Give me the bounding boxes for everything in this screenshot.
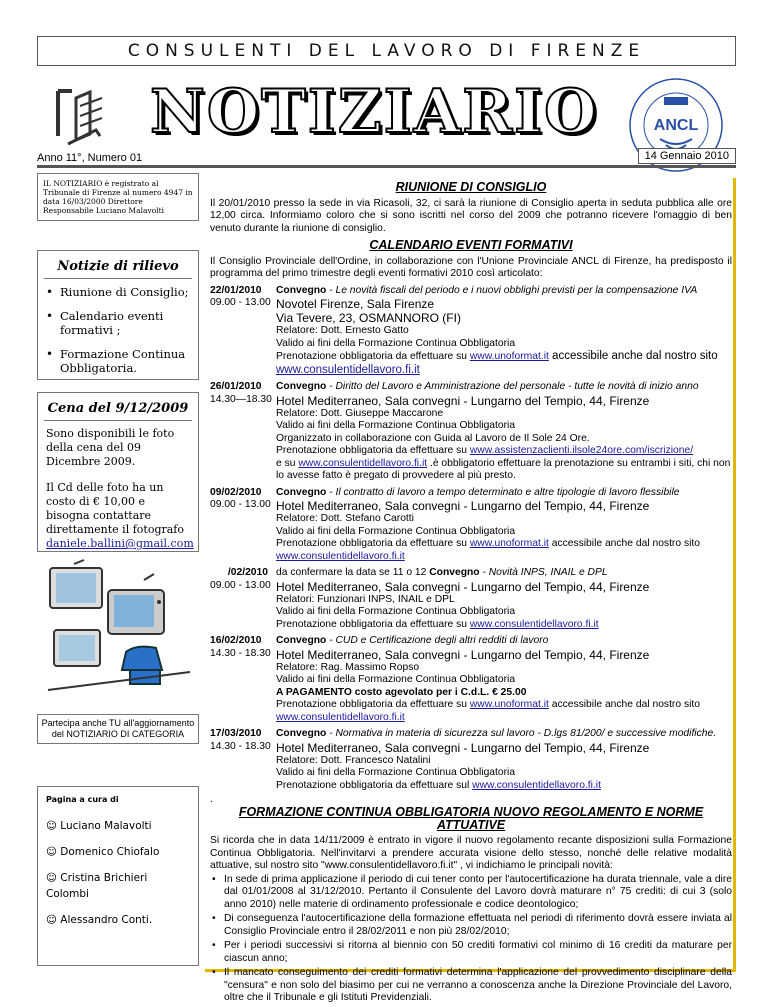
event-date-note: da confermare la data se 11 o 12 [276, 567, 430, 578]
event-booking-text: Prenotazione obbligatoria da effettuare sul [276, 779, 473, 791]
event-type: Convegno [276, 284, 327, 296]
event-venue-address: Via Tevere, 23, OSMANNORO (FI) [276, 311, 461, 325]
event-item [210, 487, 732, 564]
event-topic: - Le novità fiscali del periodo e i nuovi obblighi previsti per la compensazione IVA [326, 284, 698, 296]
event-booking-text: accessibile anche dal nostro sito [548, 350, 718, 362]
calendario-intro: Il Consiglio Provinciale dell'Ordine, in collaborazione con l'Unione Provinciale ANCL di Firenze, ha predisposto il programma del primo trimestre degli eventi formativi 2010 così articolato: [210, 255, 732, 279]
event-booking-text: Prenotazione obbligatoria da effettuare su [276, 618, 470, 630]
highlights-box [37, 250, 199, 380]
highlight-item: • Calendario eventi formativi ; [46, 309, 190, 337]
credit-person: ☺ Alessandro Conti. [46, 914, 153, 926]
highlight-item: • Riunione di Consiglio; [46, 285, 190, 299]
formazione-title: FORMAZIONE CONTINUA OBBLIGATORIA NUOVO REGOLAMENTO E NORME ATTUATIVE [238, 805, 704, 832]
list-item: • In sede di prima applicazione il periodo di cui tener conto per l'autocertificazione ha durata triennale, vale a dire dal 01/01/2008 al 31/12/2010. Pertanto il Consulente del Lavoro dovrà maturare n° 75 crediti: di cui 3 (solo anno 2010) nelle materie di ordinamento professionale e codice deontologico; [210, 874, 732, 912]
event-time: 14.30 - 18.30 [210, 647, 271, 659]
consulenti-link[interactable]: www.consulentidellavoro.fi.it [276, 550, 405, 562]
credit-person: ☺ Domenico Chiofalo [46, 846, 160, 858]
newsletter-title: NOTIZIARIO [150, 77, 599, 147]
event-organization: Organizzato in collaborazione con Guida al Lavoro de Il Sole 24 Ore. [276, 432, 590, 444]
registration-note: IL NOTIZIARIO è registrato al Tribunale di Firenze al numero 4947 in data 16/03/2000 Direttore Responsabile Luciano Malavolti [37, 173, 199, 221]
event-speaker: Relatori: Funzionari INPS, INAIL e DPL [276, 593, 455, 605]
cdl-logo-icon [50, 86, 120, 146]
sole24ore-link[interactable]: www.assistenzaclienti.ilsole24ore.com/iscrizione/ [469, 445, 694, 456]
event-type: Convegno [276, 381, 327, 392]
unoformat-link[interactable]: www.unoformat.it [469, 351, 549, 362]
event-topic: - Il contratto di lavoro a tempo determinato e altre tipologie di lavoro flessibile [326, 486, 680, 498]
event-validity: Valido ai fini della Formazione Continua Obbligatoria [276, 337, 516, 349]
calendario-title: CALENDARIO EVENTI FORMATIVI [369, 238, 573, 252]
event-venue: Novotel Firenze, Sala Firenze [276, 297, 435, 311]
event-item [210, 635, 732, 724]
main-content [210, 178, 732, 1007]
event-date: 26/01/2010 [210, 381, 262, 392]
separator-dot: . [210, 794, 213, 805]
event-type: Convegno [276, 635, 327, 646]
event-time: 09.00 - 13.00 [210, 297, 271, 308]
event-item [210, 567, 732, 631]
consulenti-link[interactable]: www.consulentidellavoro.fi.it [276, 363, 420, 376]
credits-heading: Pagina a cura di [46, 795, 119, 804]
consulenti-link[interactable]: www.consulentidellavoro.fi.it [469, 618, 599, 630]
event-date: 17/03/2010 [210, 728, 262, 739]
event-item [210, 728, 732, 792]
event-speaker: Relatore: Rag. Massimo Ropso [276, 661, 420, 673]
unoformat-link[interactable]: www.unoformat.it [469, 699, 549, 710]
event-topic: - Normativa in materia di sicurezza sul lavoro - D.lgs 81/200/ e successive modifiche. [326, 728, 717, 739]
event-venue: Hotel Mediterraneo, Sala convegni - Lungarno del Tempio, 44, Firenze [276, 393, 650, 408]
event-item [210, 285, 732, 378]
event-time: 14.30 - 18.30 [210, 740, 271, 752]
event-booking-text: e su [276, 457, 299, 469]
credit-person: ☺ Cristina Brichieri Colombi [46, 872, 148, 900]
event-venue: Hotel Mediterraneo, Sala convegni - Lungarno del Tempio, 44, Firenze [276, 740, 650, 755]
event-topic: - Novità INPS, INAIL e DPL [479, 567, 608, 578]
event-date: 09/02/2010 [210, 486, 262, 498]
sidebar [37, 173, 199, 221]
riunione-title: RIUNIONE DI CONSIGLIO [395, 180, 547, 194]
participate-caption: Partecipa anche TU all'aggiornamento del NOTIZIARIO DI CATEGORIA [37, 714, 199, 744]
event-booking-text: Prenotazione obbligatoria da effettuare su [276, 699, 470, 710]
formazione-list [210, 874, 732, 1005]
highlights-title: Notizie di rilievo [44, 255, 192, 279]
event-date: 16/02/2010 [210, 635, 262, 646]
photographer-email-link[interactable]: daniele.ballini@gmail.com [46, 537, 194, 550]
header-banner [37, 36, 736, 66]
event-venue: Hotel Mediterraneo, Sala convegni - Lungarno del Tempio, 44, Firenze [276, 647, 650, 662]
issue-bar [37, 150, 736, 168]
issue-date: 14 Gennaio 2010 [638, 148, 736, 164]
event-date: 22/01/2010 [210, 284, 262, 296]
event-type: Convegno [429, 567, 480, 578]
unoformat-link[interactable]: www.unoformat.it [469, 538, 549, 549]
consulenti-link[interactable]: www.consulentidellavoro.fi.it [472, 779, 601, 791]
event-validity: Valido ai fini della Formazione Continua Obbligatoria [276, 420, 516, 431]
event-date: /02/2010 [227, 567, 268, 578]
credits-box [37, 786, 199, 966]
event-validity: Valido ai fini della Formazione Continua Obbligatoria [276, 606, 516, 617]
event-speaker: Relatore: Dott. Giuseppe Maccarone [276, 407, 444, 419]
dinner-title: Cena del 9/12/2009 [44, 397, 192, 421]
event-type: Convegno [276, 486, 327, 498]
org-name: CONSULENTI DEL LAVORO DI FIRENZE [127, 41, 646, 61]
event-speaker: Relatore: Dott. Ernesto Gatto [276, 325, 409, 336]
riunione-text: Il 20/01/2010 presso la sede in via Ricasoli, 32, ci sarà la riunione di Consiglio aperta in seduta pubblica alle ore 12,00 circa. Informiamo coloro che si sono iscritti nel corso del 2009 che potranno ricevere l'omaggio di ben venuto durante la riunione di consiglio. [210, 197, 732, 234]
event-item [210, 381, 732, 483]
event-price: A PAGAMENTO costo agevolato per i C.d.L. € 25.00 [276, 686, 527, 698]
list-item: • Di conseguenza l'autocertificazione della formazione effettuata nel periodi di riferimento dovrà essere inviata al Consiglio Provinciale entro il 28/02/2011 e non più 28/02/2010; [210, 913, 732, 938]
event-time: 14.30—18.30 [210, 393, 272, 405]
event-booking-text: Prenotazione obbligatoria da effettuare su [276, 538, 470, 549]
event-time: 09.00 - 13.00 [210, 499, 271, 510]
event-time: 09.00 - 13.00 [210, 579, 271, 591]
ancl-logo-text: ANCL [653, 117, 699, 134]
event-booking-text: accessibile anche dal nostro sito [548, 538, 700, 549]
event-venue: Hotel Mediterraneo, Sala convegni - Lungarno del Tempio, 44, Firenze [276, 499, 650, 513]
highlight-item: • Formazione Continua Obbligatoria. [46, 347, 190, 375]
event-booking-text: accessibile anche dal nostro sito [548, 699, 700, 710]
event-validity: Valido ai fini della Formazione Continua Obbligatoria [276, 674, 516, 685]
event-speaker: Relatore: Dott. Francesco Natalini [276, 754, 431, 766]
dinner-text-1: Sono disponibili le foto della cena del 09 Dicembre 2009. [46, 427, 175, 468]
event-type: Convegno [276, 728, 327, 739]
event-speaker: Relatore: Dott. Stefano Carotti [276, 513, 414, 524]
dinner-text-2: Il Cd delle foto ha un costo di € 10,00 e bisogna contattare direttamente il fotografo [46, 481, 184, 536]
dinner-box [37, 392, 199, 552]
event-booking-note: .è obbligatorio effettuare la prenotazione su entrambi i siti, chi non lo avesse fatto è pregato di provvedere al più presto. [276, 457, 731, 481]
tv-phone-illustration [44, 560, 194, 700]
event-booking-text: Prenotazione obbligatoria da effettuare su [276, 445, 470, 456]
event-venue: Hotel Mediterraneo, Sala convegni - Lungarno del Tempio, 44, Firenze [276, 579, 650, 594]
list-item: • Il mancato conseguimento dei crediti formativi determina l'applicazione del provvedimento disciplinare della "censura" e non solo del biasimo per cui ne verranno a conoscenza anche la Direzione Provinciale del Lavoro, oltre che il Tribunale e gli Istituti Previdenziali. [210, 967, 732, 1005]
event-validity: Valido ai fini della Formazione Continua Obbligatoria [276, 767, 516, 778]
consulenti-link[interactable]: www.consulentidellavoro.fi.it [276, 711, 405, 723]
consulenti-link[interactable]: www.consulentidellavoro.fi.it [298, 457, 428, 469]
event-validity: Valido ai fini della Formazione Continua Obbligatoria [276, 525, 516, 537]
event-booking-text: Prenotazione obbligatoria da effettuare su [276, 351, 470, 362]
formazione-intro: Si ricorda che in data 14/11/2009 è entrato in vigore il nuovo regolamento recante disposizioni sulla Formazione Continua Obbligatoria. Nell'invitarvi a prendere accurata visione dello stesso, nonché delle relative modalità attuative, sul nostro sito "www.consulentidellavoro.fi.it" , vi indichiamo le principali novità: [210, 835, 732, 871]
event-topic: - Diritto del Lavoro e Amministrazione del personale - tutte le novità di inizio anno [326, 381, 699, 392]
credit-person: ☺ Luciano Malavolti [46, 820, 152, 832]
issue-number: Anno 11°, Numero 01 [37, 152, 143, 164]
event-topic: - CUD e Certificazione degli altri redditi di lavoro [326, 635, 549, 646]
list-item: • Per i periodi successivi si ritorna al biennio con 50 crediti formativi col minimo di 16 crediti da maturare per ciascun anno; [210, 940, 732, 965]
